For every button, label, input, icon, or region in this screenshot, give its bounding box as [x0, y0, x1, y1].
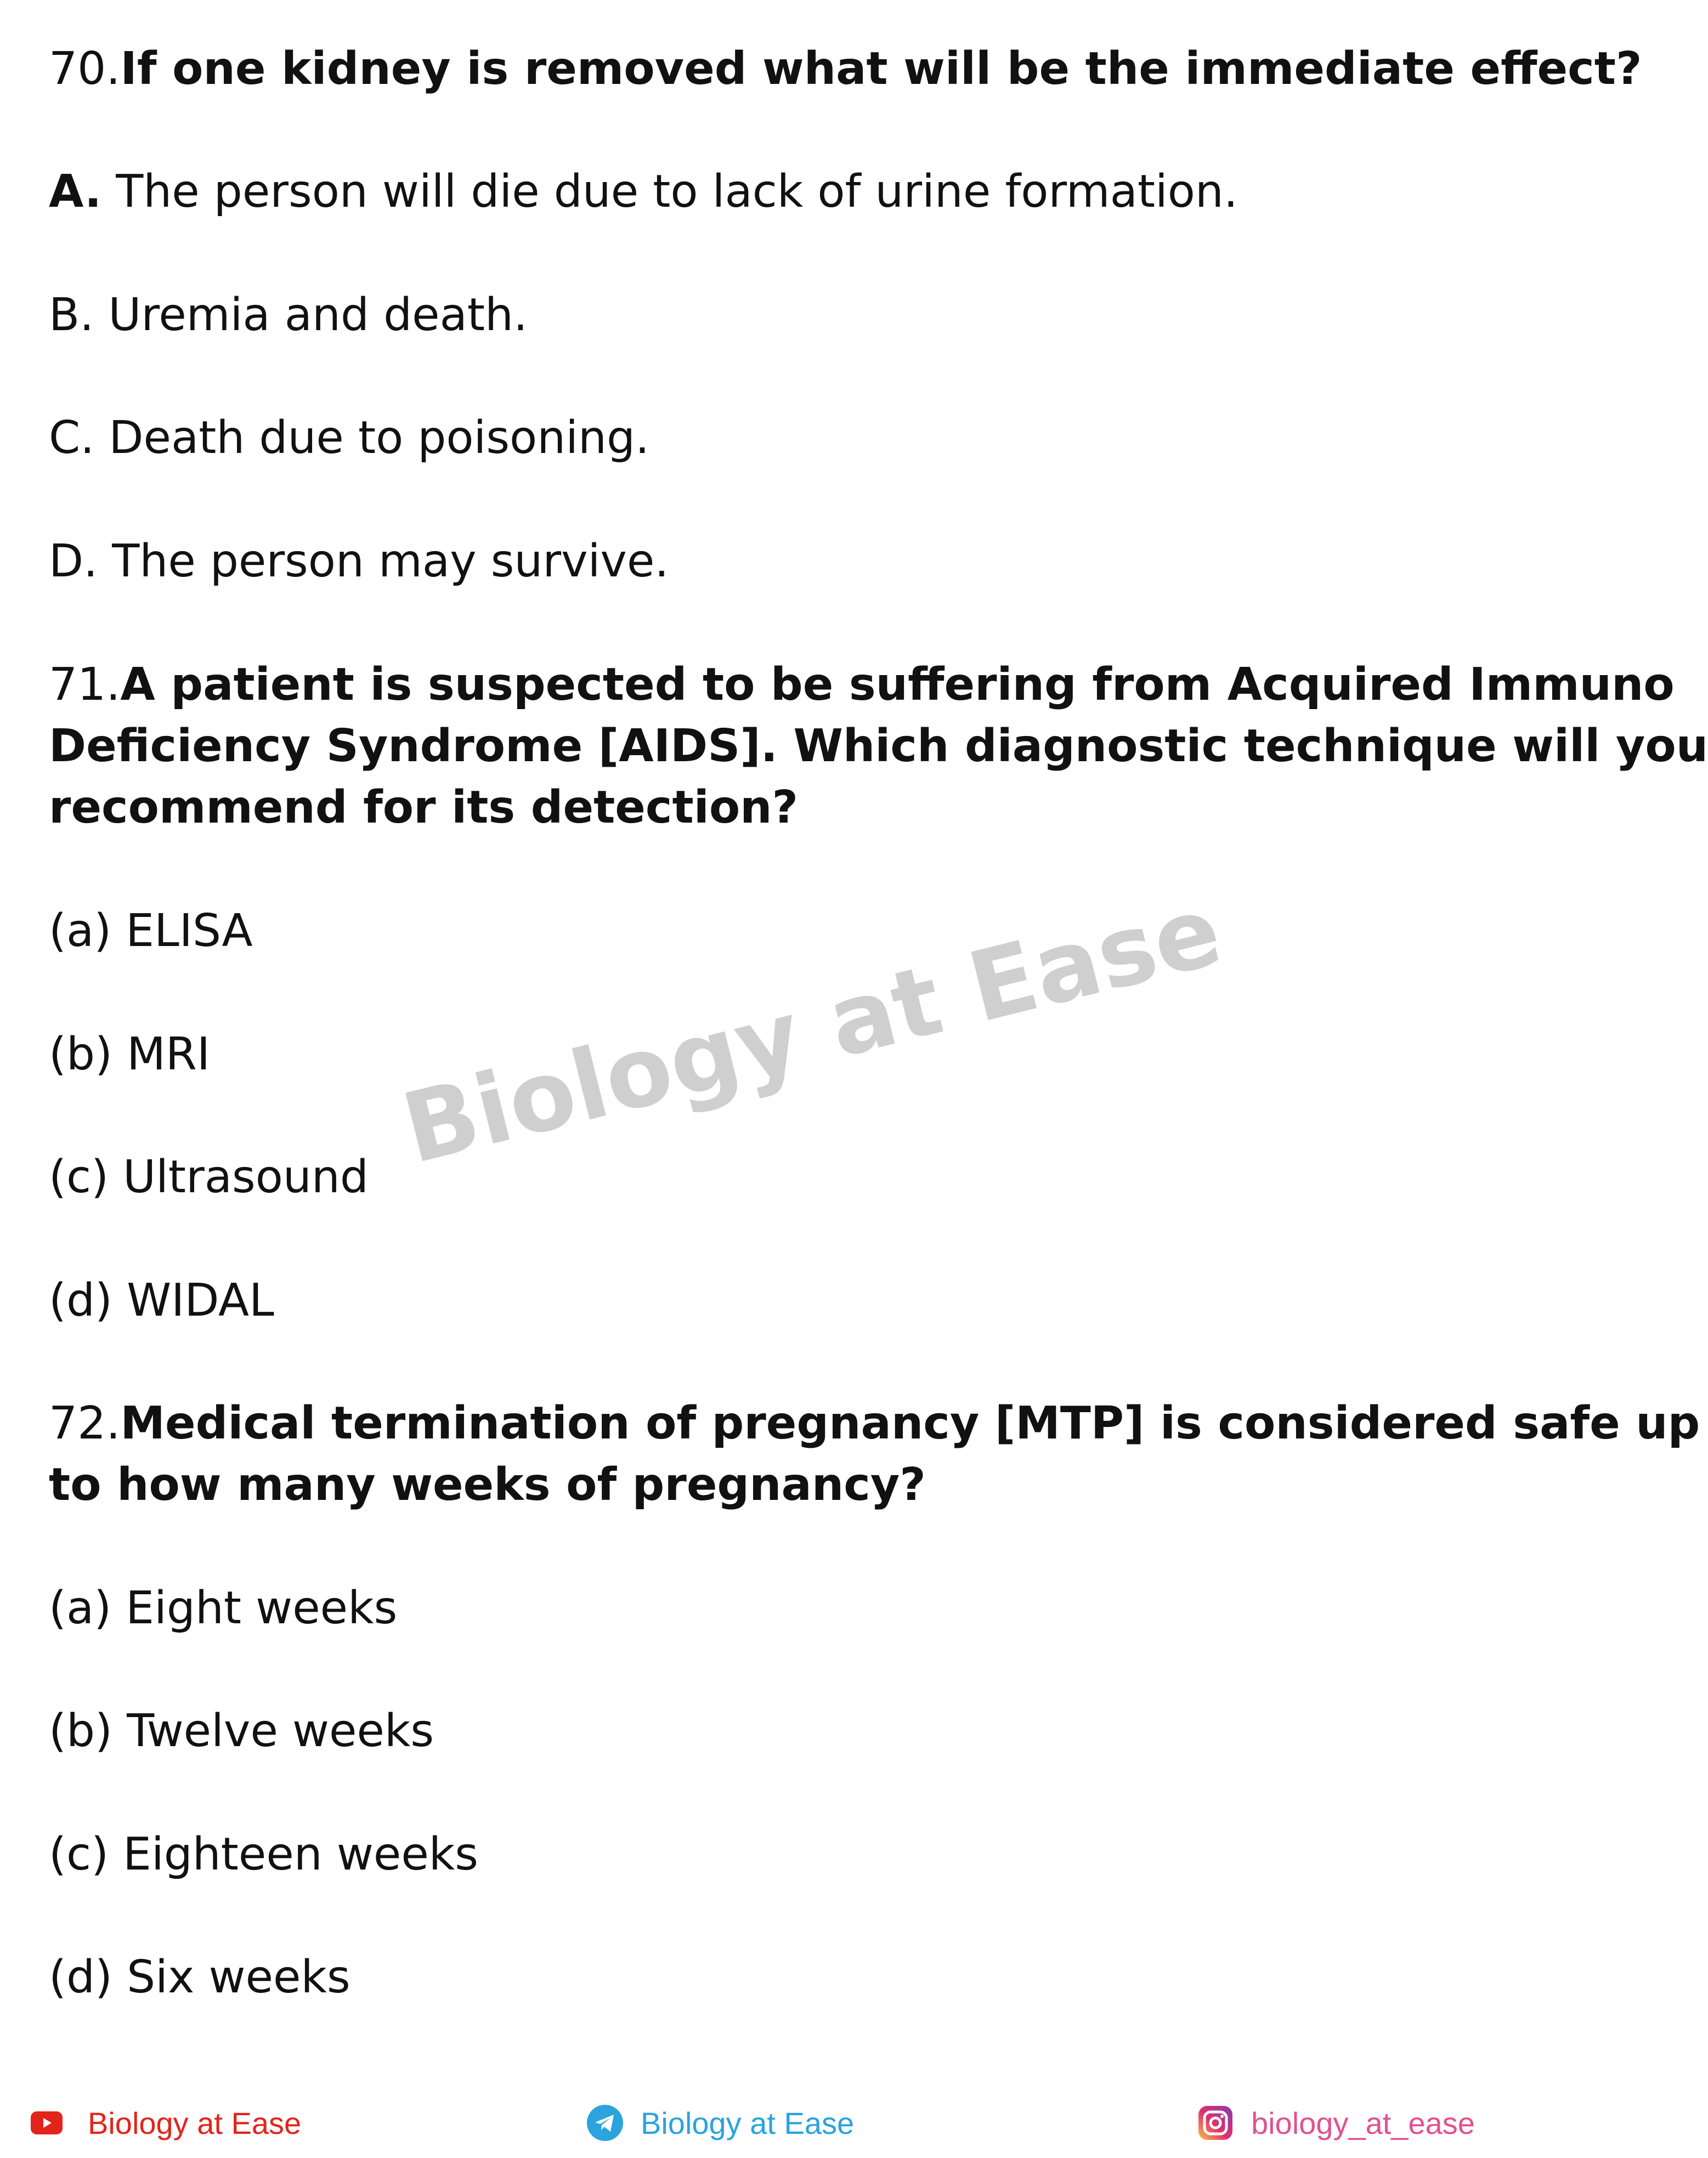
watermark: Biology at Ease [392, 874, 1232, 1186]
option-a: (a) ELISA [49, 905, 253, 957]
footer-instagram-label: biology_at_ease [1251, 2105, 1475, 2140]
question-text: A patient is suspected to be suffering from Acquired Immuno [120, 659, 1675, 711]
option-b: B. Uremia and death. [49, 289, 528, 341]
question-71-title [49, 654, 1675, 716]
option-text: The person will die due to lack of urine formation. [101, 166, 1238, 218]
footer-telegram-label: Biology at Ease [641, 2105, 855, 2140]
option-b: (b) Twelve weeks [49, 1705, 434, 1757]
option-d: (d) Six weeks [49, 1951, 350, 2003]
question-text-line-2: Deficiency Syndrome [AIDS]. Which diagnostic technique will you [49, 720, 1708, 772]
telegram-icon [587, 2105, 623, 2141]
option-a: (a) Eight weeks [49, 1582, 398, 1634]
option-c: C. Death due to poisoning. [49, 412, 650, 464]
instagram-icon [1198, 2106, 1232, 2140]
question-number: 71. [49, 659, 121, 711]
footer-youtube-label: Biology at Ease [88, 2105, 302, 2140]
option-d: D. The person may survive. [49, 535, 669, 587]
option-d: (d) WIDAL [49, 1275, 274, 1327]
question-text: Medical termination of pregnancy [MTP] is considered safe up [120, 1397, 1700, 1449]
question-number: 70. [49, 43, 121, 95]
youtube-icon [31, 2111, 63, 2134]
option-letter: A. [49, 166, 102, 218]
option-c: (c) Eighteen weeks [49, 1828, 479, 1881]
question-72-title [49, 1393, 1700, 1454]
footer-youtube-link[interactable] [31, 2104, 301, 2142]
footer-instagram-link[interactable] [1198, 2104, 1475, 2142]
question-text-line-3: recommend for its detection? [49, 781, 799, 834]
option-a [49, 161, 1238, 223]
question-text: If one kidney is removed what will be the immediate effect? [120, 43, 1642, 95]
option-c: (c) Ultrasound [49, 1151, 369, 1203]
option-b: (b) MRI [49, 1028, 211, 1080]
question-text-line-2: to how many weeks of pregnancy? [49, 1459, 926, 1511]
footer-telegram-link[interactable] [587, 2104, 854, 2142]
question-number: 72. [49, 1397, 121, 1449]
question-70-title [49, 38, 1642, 100]
